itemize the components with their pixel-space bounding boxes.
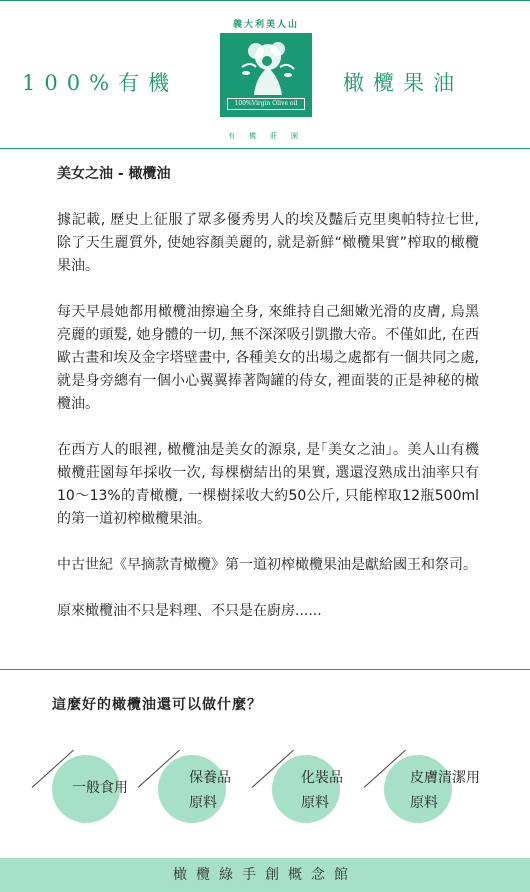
header (0, 0, 530, 148)
use-item-label: 皮膚清潔用 (410, 770, 480, 786)
header-left-slogan: 100%有機 (22, 71, 179, 95)
logo-emblem (220, 33, 312, 117)
divider-bottom (0, 669, 530, 670)
logo-banner: 100%Virgin Olive oil (227, 98, 305, 110)
use-item-cosmetics[interactable] (272, 755, 343, 823)
article (57, 163, 479, 646)
use-item-skincare[interactable] (158, 755, 231, 823)
logo-bottom-text: 有機莊園 (228, 132, 312, 140)
header-right-slogan: 橄欖果油 (343, 71, 463, 95)
use-item-food[interactable] (52, 755, 128, 823)
footer-text: 橄欖綠手創概念館 (173, 867, 357, 883)
use-item-sublabel: 原料 (410, 795, 438, 811)
use-item-sublabel: 原料 (301, 795, 329, 811)
brand-logo[interactable] (220, 17, 312, 141)
use-item-sublabel: 原料 (189, 795, 217, 811)
divider-top (0, 148, 530, 149)
uses-question: 這麼好的橄欖油還可以做什麼？ (52, 697, 262, 713)
article-paragraph: 原來橄欖油不只是料理、不只是在廚房...... (57, 603, 322, 619)
article-paragraph: 在西方人的眼裡, 橄欖油是美女的源泉, 是｢美女之油｣。美人山有機橄欖莊園每年採收一次, 每棵樹結出的果實, 選還沒熟成出油率只有10～13%的青橄欖, 一棵樹採收大約50公斤, 只能榨取12瓶500ml的第一道初榨橄欖果油。 (57, 442, 479, 527)
article-title: 美女之油 - 橄欖油 (57, 166, 171, 182)
use-item-cleansing[interactable] (384, 755, 480, 823)
use-item-label: 保養品 (189, 770, 231, 786)
use-item-label: 一般食用 (72, 780, 128, 796)
article-paragraph: 據記載, 歷史上征服了眾多優秀男人的埃及豔后克里奧帕特拉七世, 除了天生麗質外, 使她容顏美麗的, 就是新鮮“橄欖果實”榨取的橄欖果油。 (57, 212, 479, 274)
footer-bar[interactable] (0, 858, 530, 892)
olive-lady-icon (234, 37, 298, 97)
article-paragraph: 中古世紀《早摘款青橄欖》第一道初榨橄欖果油是獻給國王和祭司。 (57, 557, 477, 573)
article-paragraph: 每天早晨她都用橄欖油擦遍全身, 來維持自己細嫩光滑的皮膚, 烏黑亮麗的頭髮, 她身體的一切, 無不深深吸引凱撒大帝。不僅如此, 在西歐古畫和埃及金字塔壁畫中, 各種美女的出場之處都有一個共同之處, 就是身旁總有一個小心翼翼捧著陶罐的侍女, 裡面裝的正是神秘的橄欖油。 (57, 304, 479, 412)
use-item-label: 化裝品 (301, 770, 343, 786)
logo-top-text: 義大利美人山 (232, 20, 299, 30)
